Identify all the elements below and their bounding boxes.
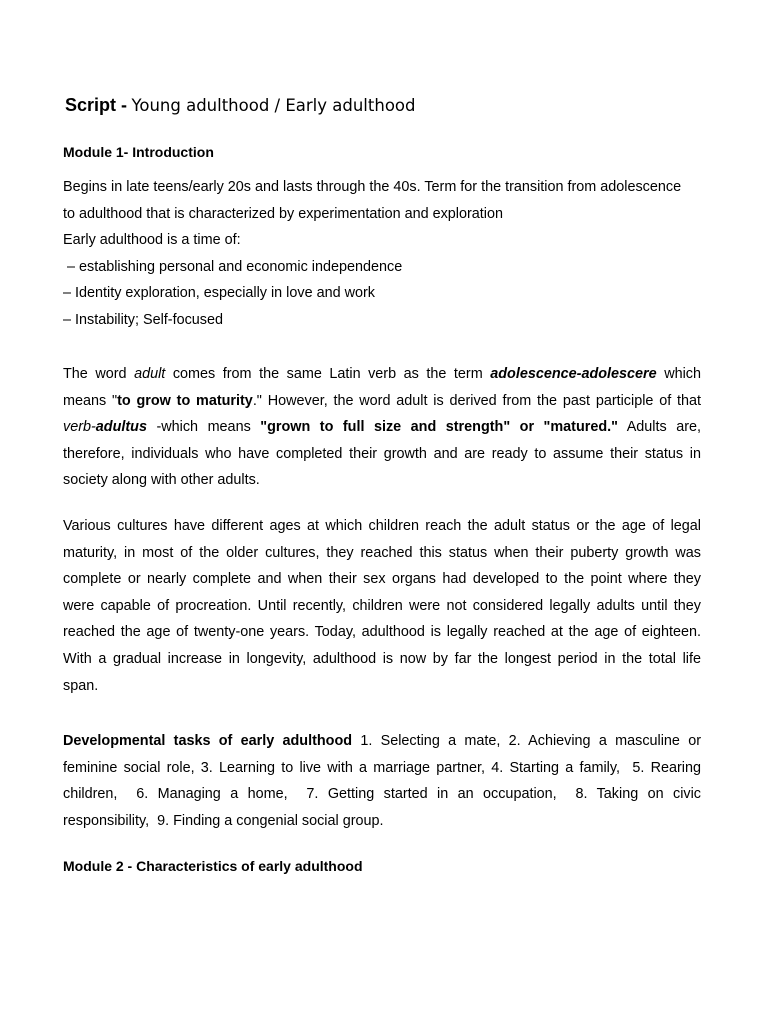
text-run: The word <box>63 366 135 382</box>
tasks-paragraph <box>63 728 701 834</box>
term-adultus: adultus <box>95 419 147 436</box>
etymology-paragraph <box>63 361 701 494</box>
cultures-line: maturity, in most of the older cultures, they reached this status when their puberty growth was <box>63 544 701 561</box>
module-2-heading: Module 2 - Characteristics of early adulthood <box>63 858 363 874</box>
text-run: means " <box>63 392 118 409</box>
text-run: Adults are, <box>617 419 702 436</box>
intro-paragraph <box>63 174 701 334</box>
bold-phrase: to grow to maturity <box>117 392 253 409</box>
list-item: – establishing personal and economic independence <box>63 258 403 275</box>
cultures-line: Various cultures have different ages at which children reach the adult status or the age of legal <box>63 518 701 534</box>
text-run: -which means <box>146 419 261 436</box>
time-of-line: Early adulthood is a time of: <box>63 232 241 249</box>
text-run: 1. Selecting a mate, 2. Achieving a masculine or <box>352 733 702 749</box>
cultures-line: complete or nearly complete and when their sex organs had developed to the point where they <box>63 571 701 588</box>
list-item: – Identity exploration, especially in love and work <box>63 285 375 302</box>
tasks-line <box>63 728 701 755</box>
term-adolescence: adolescence-adolescere <box>490 366 657 382</box>
document-title <box>65 93 415 119</box>
tasks-line: feminine social role, 3. Learning to live with a marriage partner, 4. Starting a family, 5. Rearing <box>63 759 701 776</box>
cultures-line: span. <box>63 677 99 694</box>
module-1-heading: Module 1- Introduction <box>63 144 214 160</box>
etymology-line: therefore, individuals who have completed their growth and are ready to assume their status in <box>63 445 701 462</box>
cultures-paragraph <box>63 513 701 699</box>
cultures-line: reached the age of twenty-one years. Today, adulthood is legally reached at the age of eighteen. <box>63 624 701 641</box>
text-run: ." However, the word adult is derived from the past participle of that <box>252 392 701 409</box>
tasks-line: children, 6. Managing a home, 7. Getting started in an occupation, 8. Taking on civic <box>63 786 701 803</box>
list-item: – Instability; Self-focused <box>63 311 223 328</box>
text-run: which <box>656 366 701 382</box>
bold-phrase: "grown to full size and strength" or "matured." <box>260 419 618 436</box>
etymology-line <box>63 388 701 415</box>
intro-line: Begins in late teens/early 20s and lasts through the 40s. Term for the transition from adolescence <box>63 179 682 195</box>
text-run: comes from the same Latin verb as the term <box>165 366 491 382</box>
intro-line: to adulthood that is characterized by experimentation and exploration <box>63 205 503 222</box>
tasks-line: responsibility, 9. Finding a congenial social group. <box>63 812 384 829</box>
etymology-line <box>63 414 701 441</box>
etymology-line <box>63 361 701 388</box>
tasks-lead: Developmental tasks of early adulthood <box>63 733 353 749</box>
etymology-line: society along with other adults. <box>63 472 260 489</box>
title-text: Young adulthood / Early adulthood <box>131 96 416 115</box>
title-prefix: Script - <box>65 95 128 115</box>
cultures-line: With a gradual increase in longevity, adulthood is now by far the longest period in the total life <box>63 650 701 667</box>
cultures-line: were capable of procreation. Until recently, children were not considered legally adults until they <box>63 597 701 614</box>
term-verb: verb- <box>63 419 96 436</box>
term-adult: adult <box>134 366 166 382</box>
